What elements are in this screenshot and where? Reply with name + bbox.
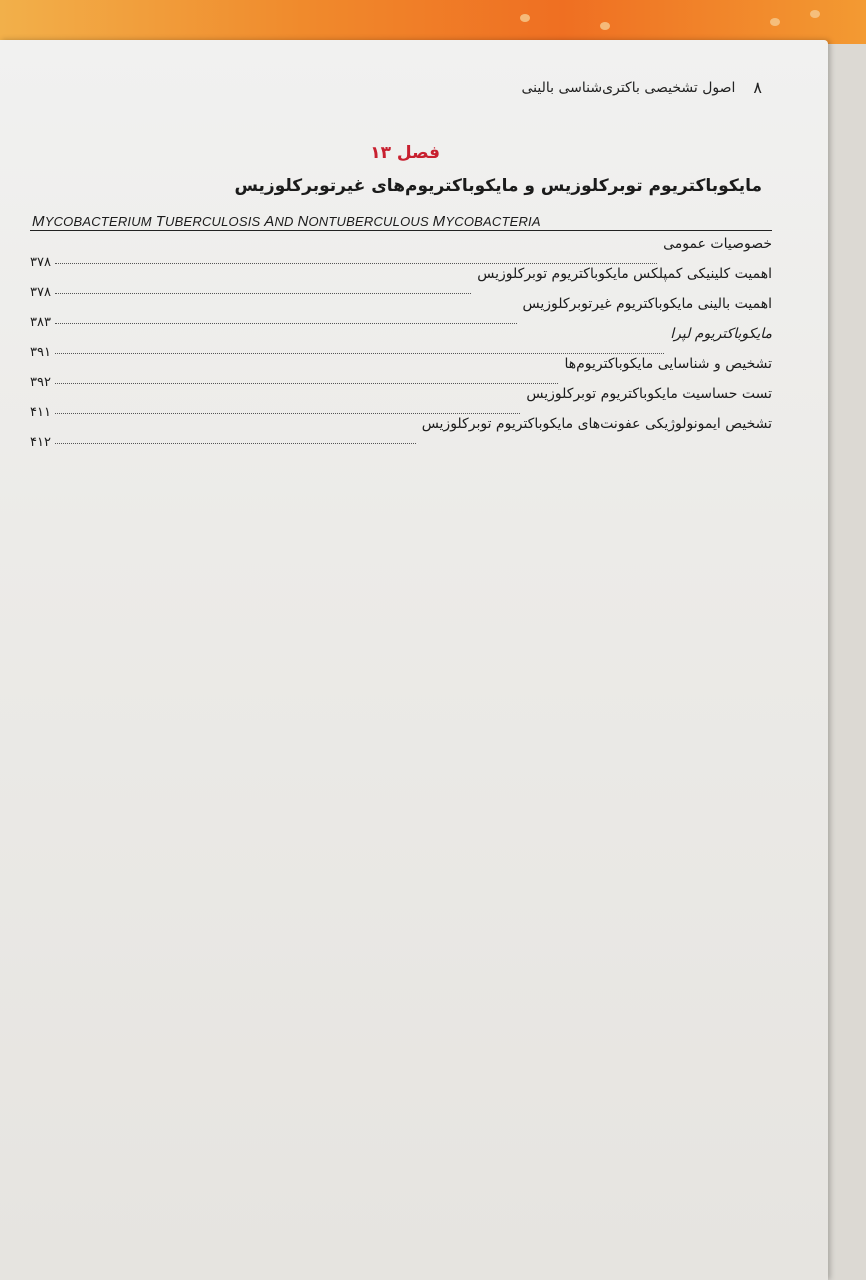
toc-leader-dots bbox=[55, 323, 517, 324]
chapter-label: فصل ۱۳ bbox=[370, 143, 440, 163]
chapter-title-en: MYCOBACTERIUM TUBERCULOSIS AND NONTUBERCULOUS MYCOBACTERIA bbox=[32, 213, 541, 230]
cover-pattern-dot bbox=[770, 18, 780, 26]
toc-item-page: ۳۹۲ bbox=[30, 375, 51, 390]
toc-item-page: ۳۷۸ bbox=[30, 255, 51, 270]
table-of-contents bbox=[30, 236, 772, 450]
toc-item[interactable] bbox=[30, 296, 772, 330]
title-rule bbox=[30, 230, 772, 231]
toc-item[interactable] bbox=[30, 386, 772, 420]
toc-item-page: ۴۱۲ bbox=[30, 435, 51, 450]
toc-leader-dots bbox=[55, 353, 664, 354]
toc-item-title: تشخیص و شناسایی مایکوباکتریوم‌ها bbox=[564, 356, 772, 372]
toc-item[interactable] bbox=[30, 236, 772, 270]
toc-item-title: تست حساسیت مایکوباکتریوم توبرکلوزیس bbox=[526, 386, 772, 402]
running-header bbox=[522, 78, 762, 97]
toc-item[interactable] bbox=[30, 356, 772, 390]
toc-item-page: ۴۱۱ bbox=[30, 405, 51, 420]
next-page-edge bbox=[828, 44, 866, 1280]
toc-item-page: ۳۷۸ bbox=[30, 285, 51, 300]
toc-item-title: تشخیص ایمونولوژیکی عفونت‌های مایکوباکتریوم توبرکلوزیس bbox=[421, 416, 772, 432]
chapter-title-fa: مایکوباکتریوم توبرکلوزیس و مایکوباکتریوم‌های غیرتوبرکلوزیس bbox=[234, 176, 762, 196]
toc-item-title: خصوصیات عمومی bbox=[663, 236, 772, 252]
cover-pattern-dot bbox=[600, 22, 610, 30]
toc-item-page: ۳۸۳ bbox=[30, 315, 51, 330]
toc-leader-dots bbox=[55, 263, 657, 264]
toc-item-title: مایکوباکتریوم لپرا bbox=[670, 326, 772, 342]
toc-leader-dots bbox=[55, 413, 520, 414]
toc-leader-dots bbox=[55, 383, 559, 384]
cover-pattern-dot bbox=[810, 10, 820, 18]
toc-item-title: اهمیت بالینی مایکوباکتریوم غیرتوبرکلوزیس bbox=[522, 296, 772, 312]
cover-pattern-dot bbox=[520, 14, 530, 22]
book-title: اصول تشخیصی باکتری‌شناسی بالینی bbox=[521, 79, 736, 96]
toc-item-page: ۳۹۱ bbox=[30, 345, 51, 360]
toc-item[interactable] bbox=[30, 326, 772, 360]
toc-item[interactable] bbox=[30, 416, 772, 450]
toc-item-title: اهمیت کلینیکی کمپلکس مایکوباکتریوم توبرکلوزیس bbox=[477, 266, 772, 282]
page-number: ۸ bbox=[753, 78, 762, 97]
toc-leader-dots bbox=[55, 443, 416, 444]
toc-item[interactable] bbox=[30, 266, 772, 300]
toc-leader-dots bbox=[55, 293, 471, 294]
